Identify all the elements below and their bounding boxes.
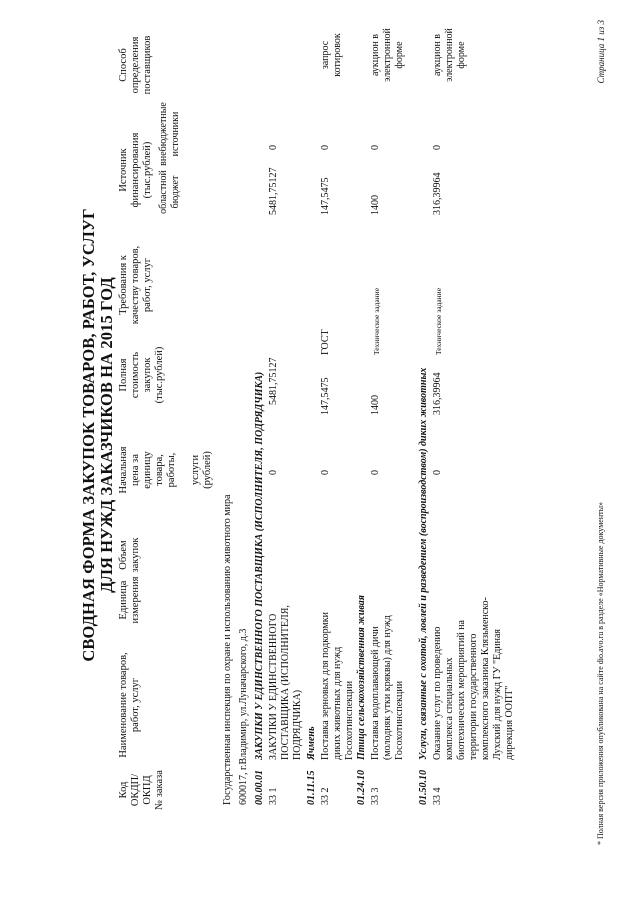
row-cost: 5481,75127	[268, 357, 279, 405]
row-extra: 0	[320, 145, 331, 150]
header-name: Наименование товаров, работ, услуг	[118, 652, 141, 758]
row-requirements: Техническое задание	[372, 287, 381, 355]
row-number: 33 1	[268, 787, 279, 805]
row-name: Поставка водоплавающей дичи (молодняк утки кряквы) для нужд Госохотинспекции	[370, 615, 405, 760]
group-code: 01.11.15	[306, 770, 317, 805]
row-requirements: ГОСТ	[320, 329, 331, 355]
row-method: аукцион в электронной форме	[432, 28, 467, 82]
header-source: Источник финансирования (тыс.рублей)	[118, 132, 153, 208]
row-price: 0	[268, 470, 279, 475]
row-regional: 147,5475	[320, 177, 331, 215]
title-line-2: ДЛЯ НУЖД ЗАКАЗЧИКОВ НА 2015 ГОД	[97, 277, 116, 593]
group-title: Ячмень	[306, 726, 317, 760]
header-unit: Единица измерения	[118, 576, 141, 624]
group-code: 01.24.10	[356, 770, 367, 805]
row-method: аукцион в электронной форме	[370, 28, 405, 82]
page-number: Страница 1 из 3	[596, 20, 606, 84]
header-source-regional: областной бюджет	[158, 170, 181, 214]
row-extra: 0	[370, 145, 381, 150]
header-start-price: Начальная цена за единицу товара, работы, услуги (рублей)	[118, 446, 213, 494]
group-title: Птица сельскохозяйственная живая	[356, 595, 367, 760]
group-code: 01.50.10	[418, 770, 429, 805]
header-method: Способ определения поставщиков	[118, 35, 153, 95]
document-title	[80, 65, 116, 805]
row-number: 33 2	[320, 787, 331, 805]
header-source-extra: внебюджетные источники	[158, 102, 181, 166]
row-regional: 1400	[370, 195, 381, 215]
customer-name: Государственная инспекция по охране и использованию животного мира	[222, 494, 233, 805]
row-price: 0	[370, 470, 381, 475]
group-title: ЗАКУПКИ У ЕДИНСТВЕННОГО ПОСТАВЩИКА (ИСПОЛНИТЕЛЯ, ПОДРЯДЧИКА)	[254, 371, 265, 760]
header-requirements: Требования к качеству товаров, работ, услуг	[118, 245, 153, 325]
row-regional: 316,39964	[432, 172, 443, 215]
row-name: Поставка зерновых для подкормки диких животных для нужд Госохотинспекции	[320, 612, 355, 760]
row-price: 0	[432, 470, 443, 475]
row-regional: 5481,75127	[268, 167, 279, 215]
title-line-1: СВОДНАЯ ФОРМА ЗАКУПОК ТОВАРОВ, РАБОТ, УСЛУГ	[79, 208, 98, 662]
row-number: 33 4	[432, 787, 443, 805]
header-volume: Объем закупок	[118, 537, 141, 573]
row-cost: 1400	[370, 395, 381, 415]
customer-address: 600017, г.Владимир, ул.Луначарского, д.3	[238, 628, 249, 805]
row-extra: 0	[432, 145, 443, 150]
row-price: 0	[320, 470, 331, 475]
row-cost: 316,39964	[432, 372, 443, 415]
footer-note: * Полная версия приложения опубликована на сайте dio.avo.ru в разделе «Нормативные документы»	[596, 502, 605, 845]
group-title: Услуги, связанные с охотой, ловлей и разведением (воспроизводством) диких животных	[418, 367, 429, 760]
row-extra: 0	[268, 145, 279, 150]
header-full-cost: Полная стоимость закупок (тыс.рублей)	[118, 346, 165, 404]
row-cost: 147,5475	[320, 377, 331, 415]
row-number: 33 3	[370, 787, 381, 805]
header-code: Код ОКДП/ ОКПД № заказа	[118, 770, 165, 810]
row-name: Оказание услуг по проведению комплекса специальных биотехнических мероприятий на территории государственного комплексного заказника Клязьменско- Лухский для нужд ГУ "Единая дирекция ООПТ"	[432, 597, 515, 760]
row-name: ЗАКУПКИ У ЕДИНСТВЕННОГО ПОСТАВЩИКА (ИСПОЛНИТЕЛЯ, ПОДРЯДЧИКА)	[268, 605, 303, 760]
row-requirements: Техническое задание	[434, 287, 443, 355]
row-method: запрос котировок	[320, 33, 343, 77]
group-code: 00.00.01	[254, 770, 265, 805]
